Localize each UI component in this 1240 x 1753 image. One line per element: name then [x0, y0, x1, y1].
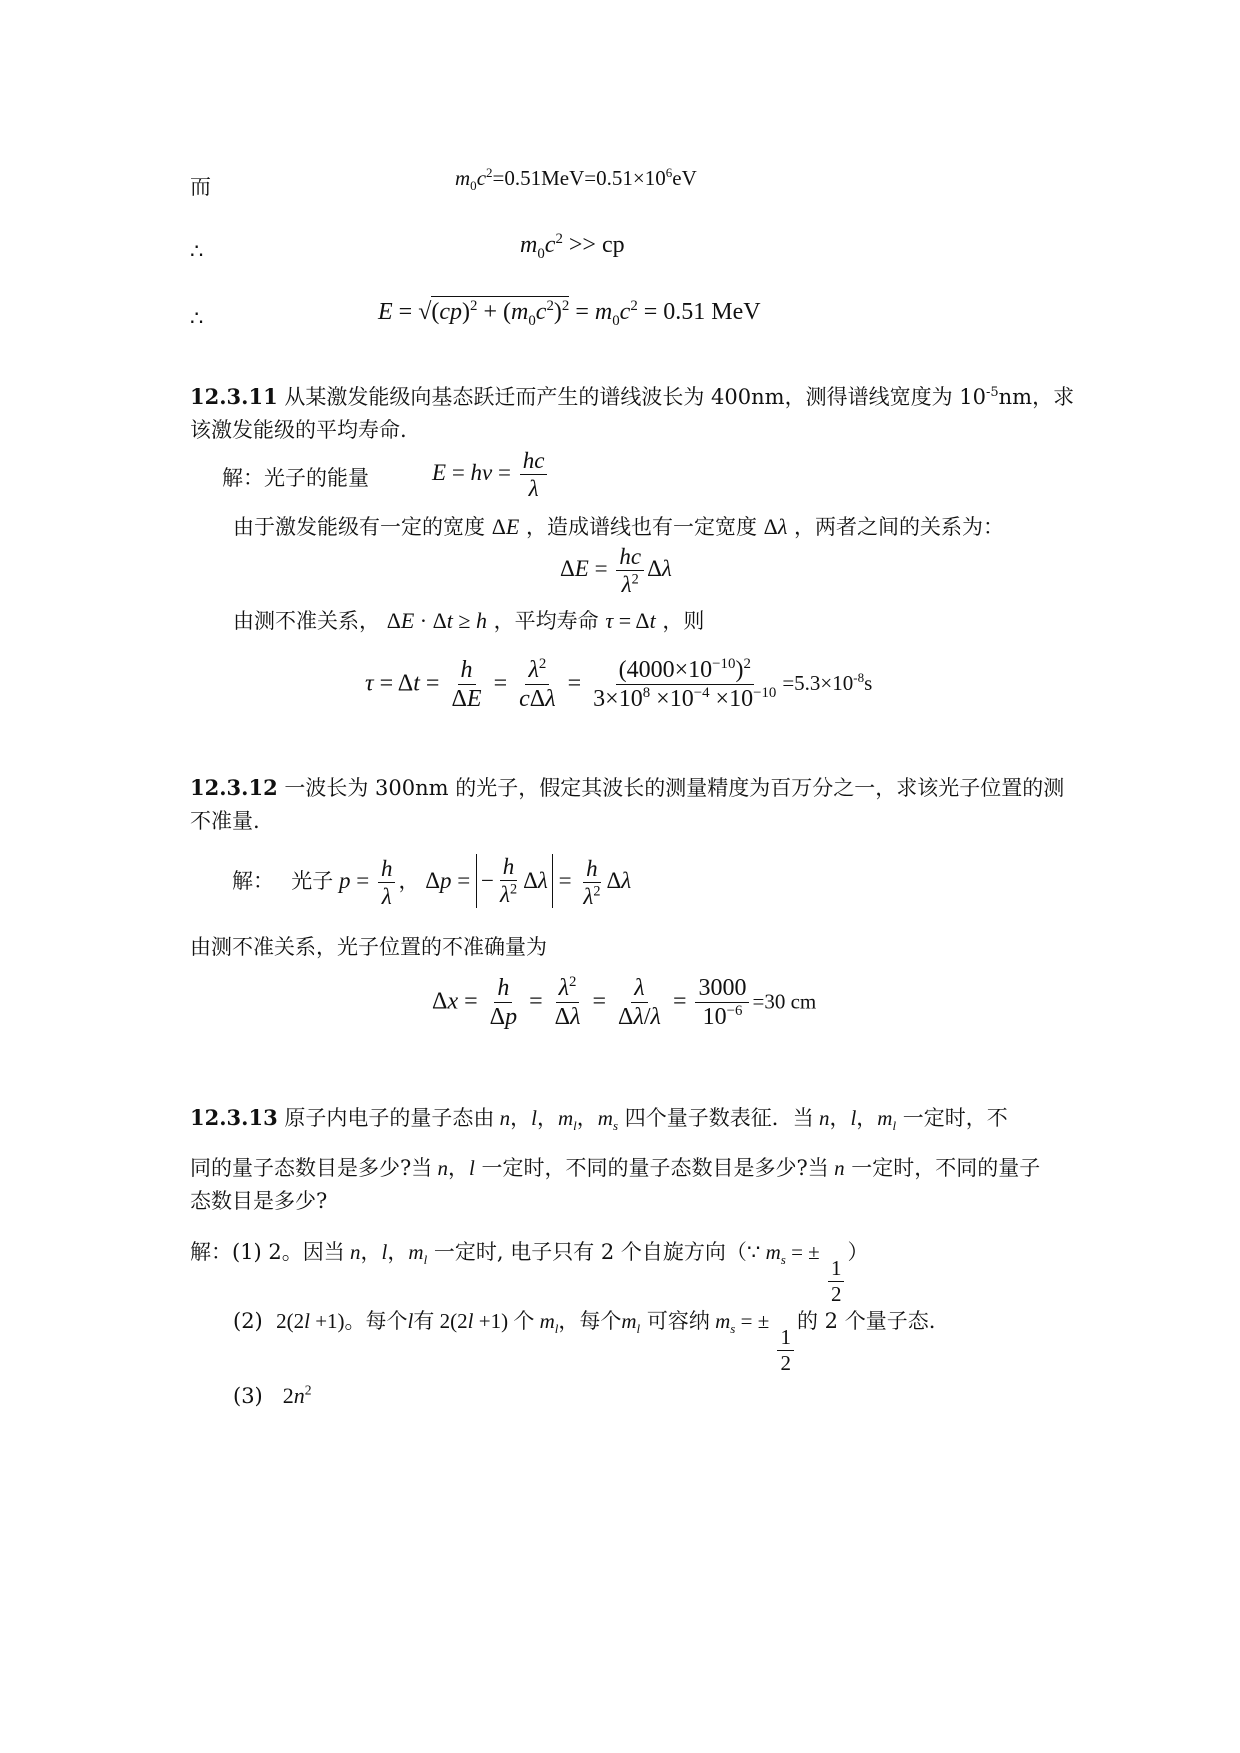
photon-energy-equation: E = hν = $\frac{hc}{\lambda}$ [432, 448, 550, 502]
lifetime-equation: τ = Δt = $\frac{h}{\Delta E}$ = $\frac{\lambda^2}{\text{cΔλ}}$ = $\frac{(4000\times 10^{-10})^2}{3\times 10^8 \times 10^{-4} \times 10^{-10}}$ $=5.3\times 10^{-8}s$ [365, 656, 873, 713]
problem-13-question-line1: 12.3.13 原子内电子的量子态由 n，l，$m_l$，$m_s$ 四个量子数表征．当 n，l，$m_l$ 一定时，不 [190, 1105, 1008, 1134]
problem-11-solution-label: 解：光子的能量 [222, 466, 369, 490]
answer-1: 解：(1) 2。因当 n，l，$m_l$ 一定时, 电子只有 2 个自旋方向（∵ $m_s$ = ± $\frac{1}{2}$ ） [190, 1240, 869, 1307]
photon-momentum-equation: 解： 光子 p = $\frac{h}{\lambda}$ ， Δp = − $\frac{h}{\lambda^2}$ Δ λ = $\frac{h}{\lambda^2}$ Δλ [232, 854, 632, 910]
answer-3: (3) $2n^2$ [233, 1382, 312, 1408]
problem-12-number: 12.3.12 [190, 775, 278, 800]
uncertainty-relation-text: 由测不准关系， ΔE · Δt ≥ h ，平均寿命 τ = Δt ，则 [233, 608, 705, 633]
problem-11-question-line1: 12.3.11 从某激发能级向基态跃迁而产生的谱线波长为 400nm，测得谱线宽度为 $10^{-5}nm$，求 [190, 384, 1075, 409]
problem-12-question-line1: 12.3.12 一波长为 300nm 的光子，假定其波长的测量精度为百万分之一，求该光子位置的测 [190, 775, 1065, 800]
er-label: 而 [190, 175, 211, 199]
position-uncertainty-equation: Δx = $\frac{h}{\Delta p}$ = $\frac{\lambda^2}{\Delta\lambda}$ = $\frac{\lambda}{\Delta\lambda/\lambda}$ = $\frac{3000}{10^{-6}}$ =30 cm [432, 974, 817, 1031]
rest-energy-equation: $m_0c^2=0.51MeV=0.51\times 10^6eV$ [455, 165, 697, 194]
therefore-symbol-2: ∴ [190, 306, 204, 330]
answer-2: (2) 2(2l +1)。每个l有 2(2l +1) 个 $m_l$，每个$m_l$ 可容纳 $m_s$ = ± $\frac{1}{2}$ 的 2 个量子态. [233, 1309, 936, 1376]
position-uncertainty-text: 由测不准关系，光子位置的不准确量为 [190, 935, 547, 959]
problem-12-question-line2: 不准量. [190, 809, 260, 833]
problem-13-question-line3: 态数目是多少? [190, 1189, 328, 1213]
line-width-relation-text: 由于激发能级有一定的宽度 ΔE ，造成谱线也有一定宽度 Δλ ，两者之间的关系为： [233, 514, 1005, 539]
energy-compare-equation: $m_0c^2$ >> cp [520, 231, 625, 262]
problem-13-number: 12.3.13 [190, 1105, 278, 1130]
therefore-symbol-1: ∴ [190, 239, 204, 263]
total-energy-equation: $E = √(cp)^2 + (m_0c^2)^2 = m_0c^2 = 0.51$ MeV [378, 298, 761, 329]
problem-11-number: 12.3.11 [190, 384, 278, 409]
delta-e-equation: ΔE = $\frac{hc}{\lambda^2}$ Δλ [560, 544, 672, 598]
problem-13-question-line2: 同的量子态数目是多少?当 n，l 一定时，不同的量子态数目是多少?当 n 一定时，不同的量子 [190, 1156, 1041, 1180]
problem-11-question-line2: 该激发能级的平均寿命. [190, 418, 407, 442]
